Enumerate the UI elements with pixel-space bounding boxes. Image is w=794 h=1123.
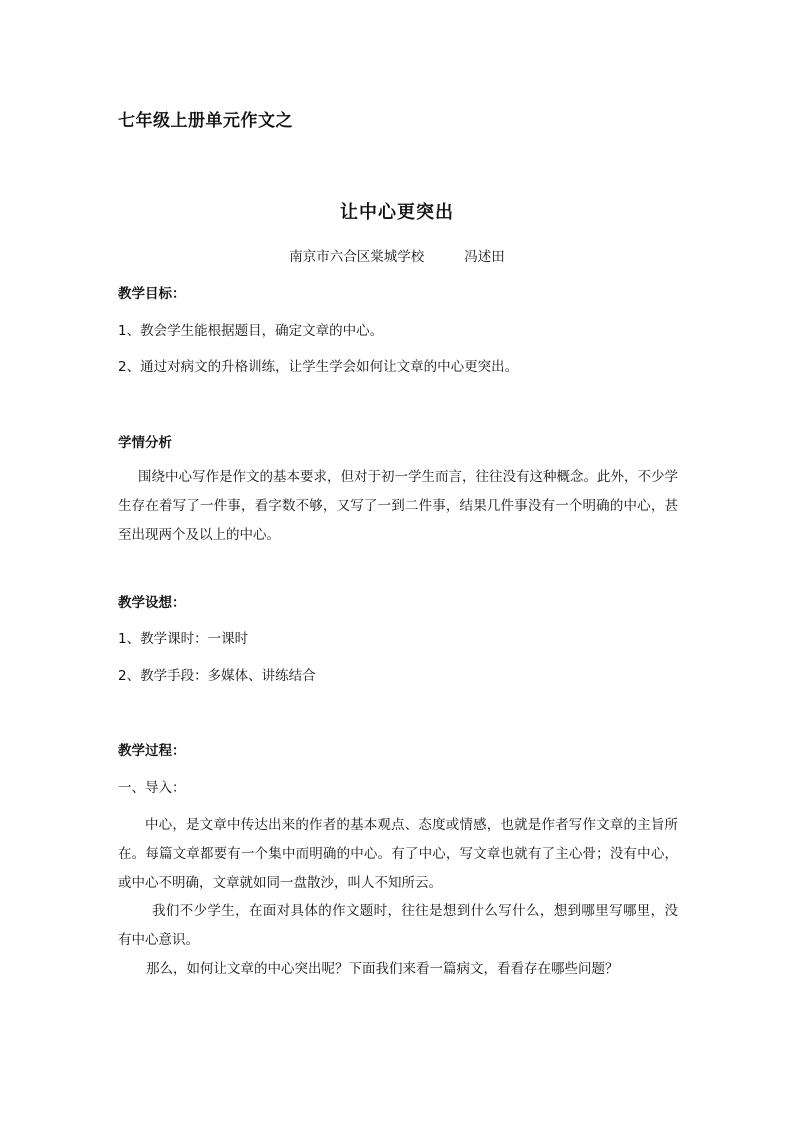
design-item-2: 2、教学手段：多媒体、讲练结合 [118,668,316,684]
objectives-heading: 教学目标： [118,286,186,302]
process-paragraph-2: 我们不少学生，在面对具体的作文题时，往往是想到什么写什么，想到哪里写哪里，没有中心意识。 [118,903,678,948]
process-heading: 教学过程： [118,743,186,759]
design-item-1: 1、教学课时：一课时 [118,631,249,647]
process-paragraph-1: 中心，是文章中传达出来的作者的基本观点、态度或情感，也就是作者写作文章的主旨所在。每篇文章都要有一个集中而明确的中心。有了中心，写文章也就有了主心骨；没有中心，或中心不明确，文章就如同一盘散沙，叫人不知所云。 [118,817,678,891]
document-title: 让中心更突出 [340,202,454,223]
byline [0,245,794,265]
analysis-paragraph: 围绕中心写作是作文的基本要求，但对于初一学生而言，往往没有这种概念。此外，不少学生存在着写了一件事，看字数不够，又写了一到二件事，结果几件事没有一个明确的中心，甚至出现两个及以上的中心。 [118,469,678,543]
objective-item-1: 1、教会学生能根据题目，确定文章的中心。 [118,323,384,339]
byline-school: 南京市六合区棠城学校 [289,249,425,265]
design-heading: 教学设想： [118,595,186,611]
process-paragraph-3: 那么，如何让文章的中心突出呢？下面我们来看一篇病文，看看存在哪些问题？ [146,961,619,977]
byline-author: 冯述田 [464,249,505,265]
document-supertitle: 七年级上册单元作文之 [118,111,293,131]
analysis-heading: 学情分析 [118,435,172,451]
objective-item-2: 2、通过对病文的升格训练，让学生学会如何让文章的中心更突出。 [118,359,519,375]
process-subheading: 一、导入： [118,780,186,796]
